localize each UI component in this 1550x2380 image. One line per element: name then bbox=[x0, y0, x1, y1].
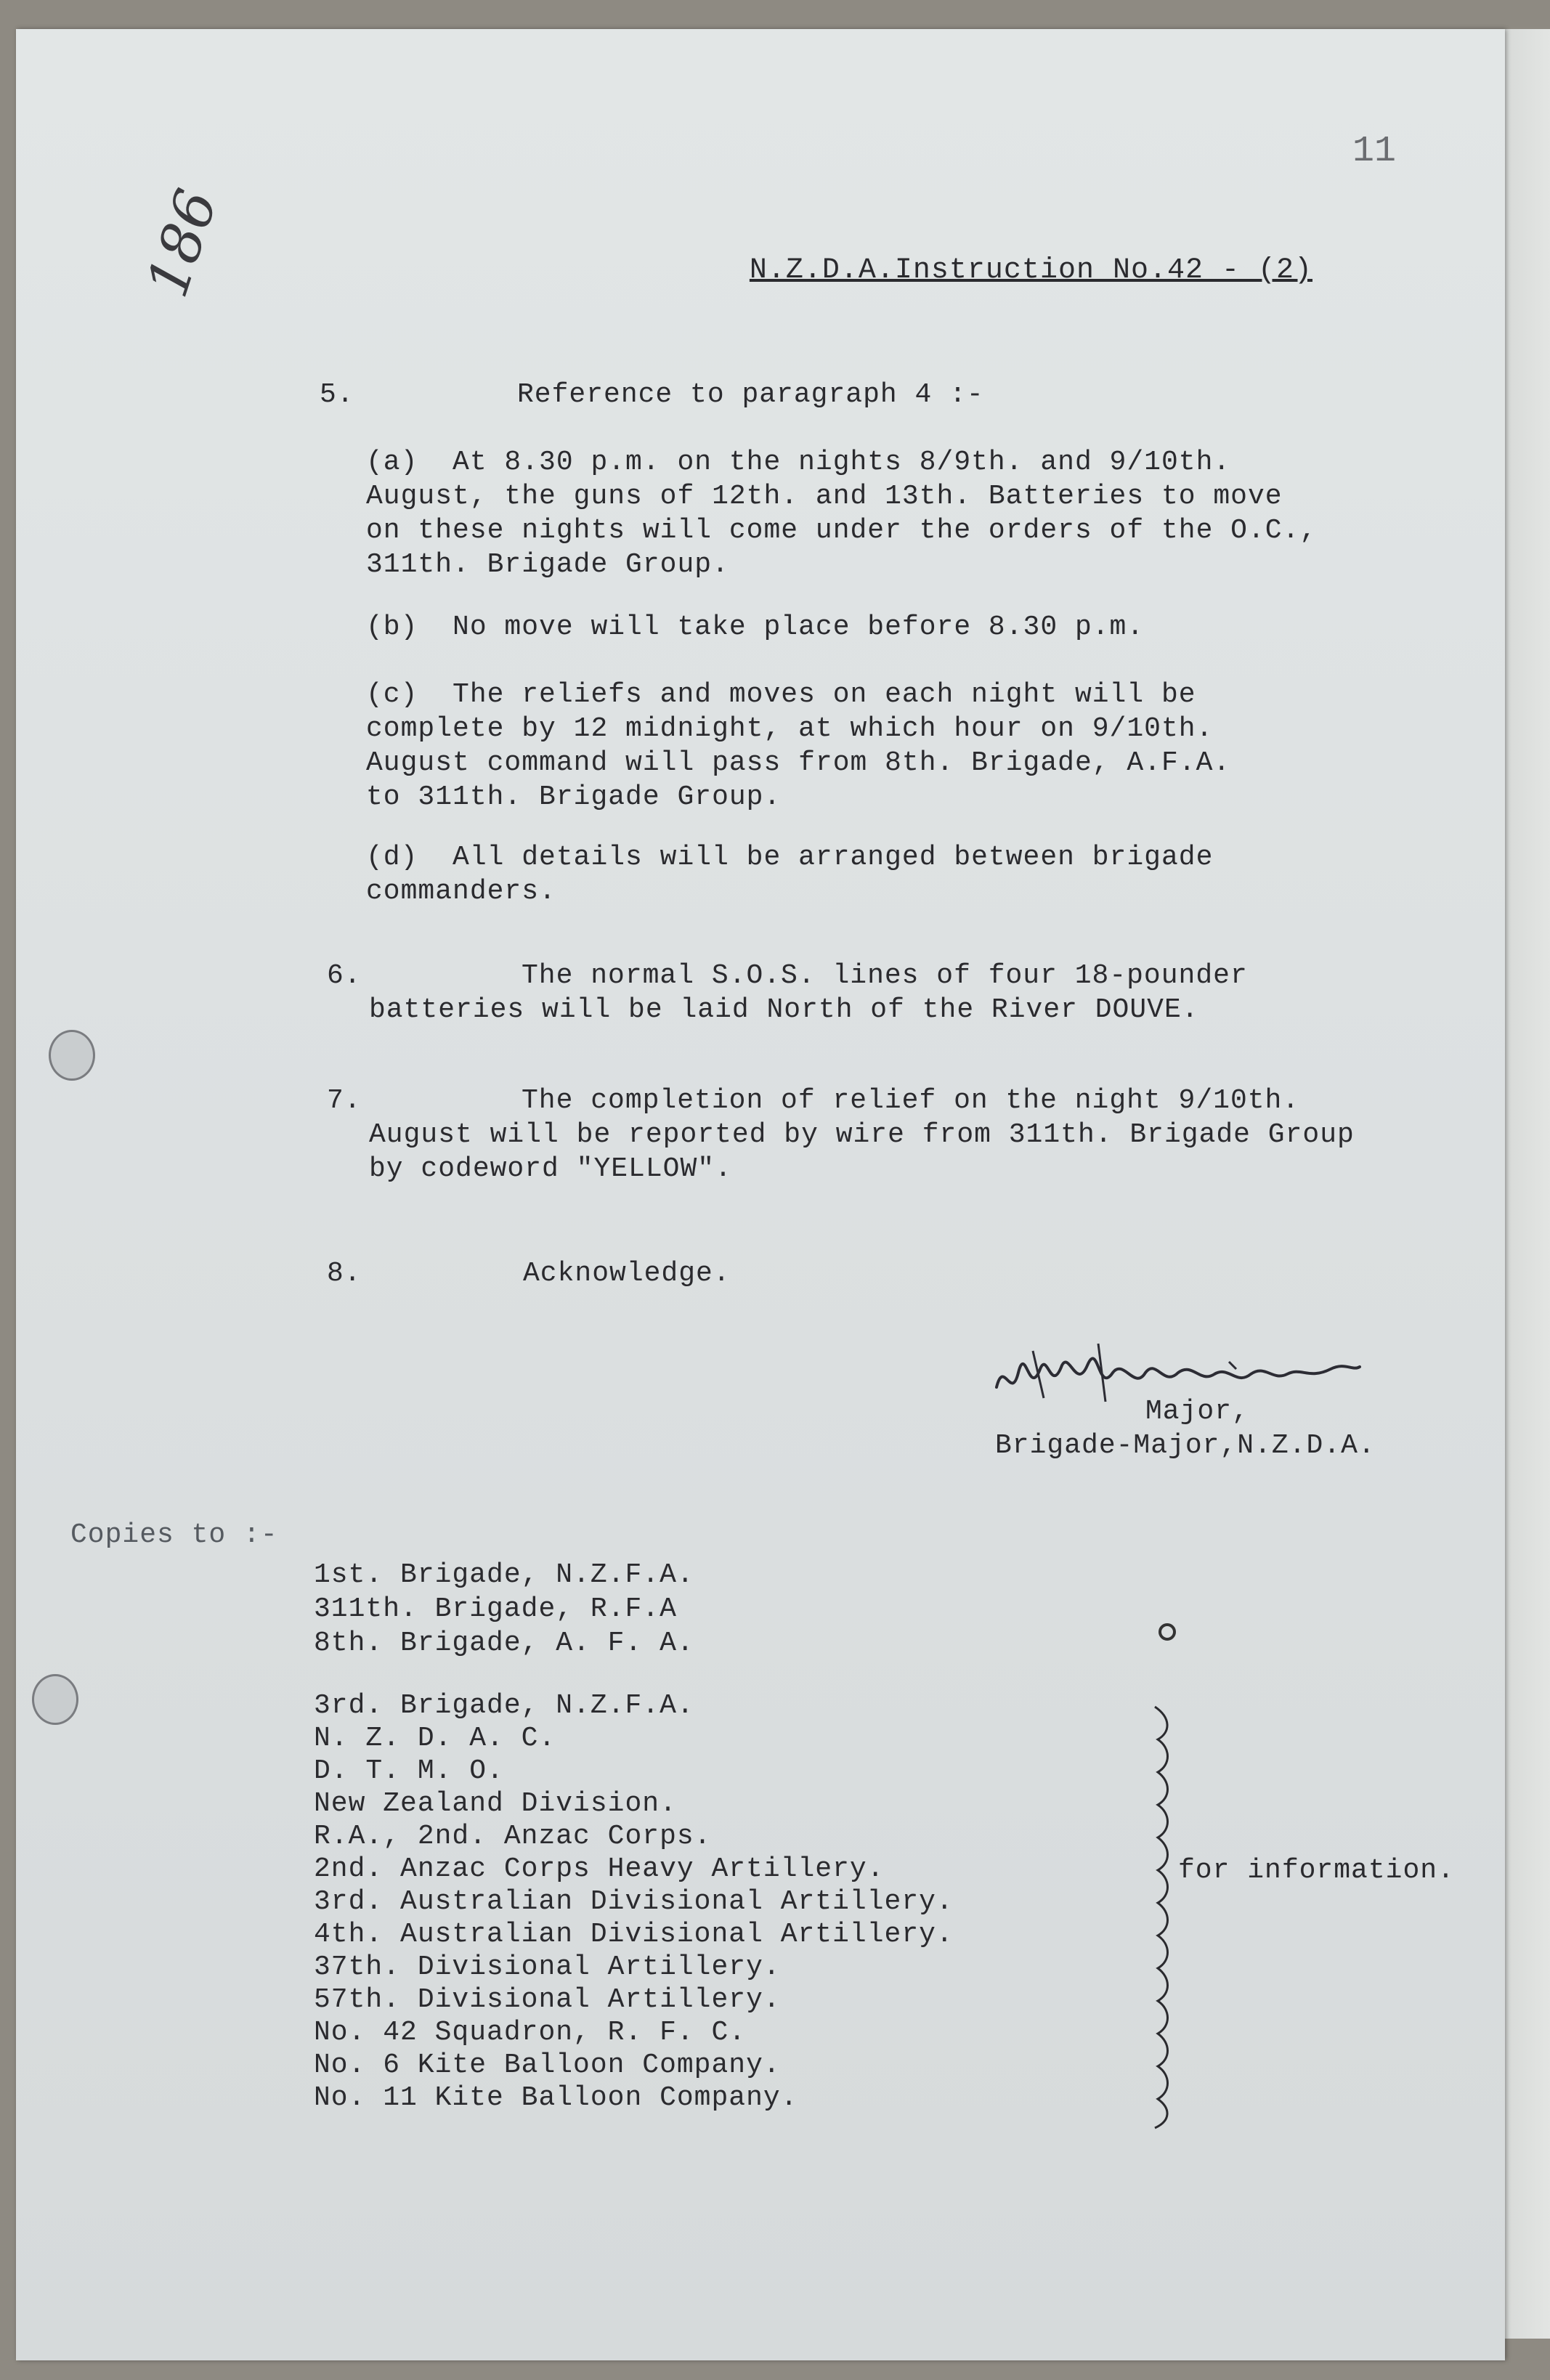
info-recipient: No. 6 Kite Balloon Company. bbox=[314, 2050, 781, 2081]
copy-recipient: 8th. Brigade, A. F. A. bbox=[314, 1628, 694, 1659]
punch-hole bbox=[49, 1030, 95, 1081]
info-recipient: 4th. Australian Divisional Artillery. bbox=[314, 1919, 954, 1950]
info-recipient: 37th. Divisional Artillery. bbox=[314, 1951, 781, 1983]
copy-recipient: 311th. Brigade, R.F.A bbox=[314, 1593, 677, 1625]
para-7: The completion of relief on the night 9/10th. August will be reported by wire from 311th. Brigade Group by codeword "YELLOW". bbox=[369, 1085, 1355, 1185]
para-5c: (c) The reliefs and moves on each night will be complete by 12 midnight, at which hour on 9/10th. August command will pass from 8th. Brigade, A.F.A. to 311th. Brigade Group. bbox=[366, 679, 1231, 813]
para-5d: (d) All details will be arranged between brigade commanders. bbox=[366, 842, 1214, 907]
punch-hole bbox=[32, 1674, 78, 1725]
signature-rank: Major, bbox=[1145, 1396, 1249, 1427]
para-5a: (a) At 8.30 p.m. on the nights 8/9th. and 9/10th. August, the guns of 12th. and 13th. Batteries to move on these nights will come under the orders of the O.C., 311th. Brigade Group. bbox=[366, 447, 1318, 580]
folio-stamp: 186 bbox=[134, 182, 231, 305]
para-6: The normal S.O.S. lines of four 18-pounder batteries will be laid North of the River DOUVE. bbox=[369, 960, 1248, 1025]
document-page bbox=[16, 29, 1505, 2360]
info-recipient: 3rd. Australian Divisional Artillery. bbox=[314, 1886, 954, 1917]
info-recipient: 3rd. Brigade, N.Z.F.A. bbox=[314, 1690, 694, 1721]
para-5-number: 5. bbox=[320, 379, 354, 410]
info-recipient: No. 11 Kite Balloon Company. bbox=[314, 2082, 798, 2113]
ring-mark bbox=[1159, 1623, 1176, 1641]
instruction-header: N.Z.D.A.Instruction No.42 - (2) bbox=[749, 254, 1312, 287]
para-8: Acknowledge. bbox=[523, 1258, 731, 1289]
info-recipient: No. 42 Squadron, R. F. C. bbox=[314, 2017, 747, 2048]
info-recipient: N. Z. D. A. C. bbox=[314, 1723, 556, 1754]
para-5b: (b) No move will take place before 8.30 p.m. bbox=[366, 612, 1145, 643]
info-recipient: D. T. M. O. bbox=[314, 1755, 504, 1787]
info-recipient: 57th. Divisional Artillery. bbox=[314, 1984, 781, 2015]
info-recipient: New Zealand Division. bbox=[314, 1788, 677, 1819]
signature-title: Brigade-Major,N.Z.D.A. bbox=[995, 1430, 1376, 1461]
info-recipient: 2nd. Anzac Corps Heavy Artillery. bbox=[314, 1853, 885, 1885]
copy-recipient: 1st. Brigade, N.Z.F.A. bbox=[314, 1559, 694, 1591]
para-8-number: 8. bbox=[327, 1258, 362, 1289]
bracket-mark bbox=[1149, 1703, 1178, 2132]
para-6-number: 6. bbox=[327, 960, 362, 991]
copies-label: Copies to :- bbox=[70, 1519, 278, 1551]
page-number: 11 bbox=[1352, 131, 1396, 172]
para-7-number: 7. bbox=[327, 1085, 362, 1116]
info-recipient: R.A., 2nd. Anzac Corps. bbox=[314, 1821, 712, 1852]
info-note: for information. bbox=[1178, 1855, 1455, 1886]
para-5-title: Reference to paragraph 4 :- bbox=[517, 379, 984, 410]
